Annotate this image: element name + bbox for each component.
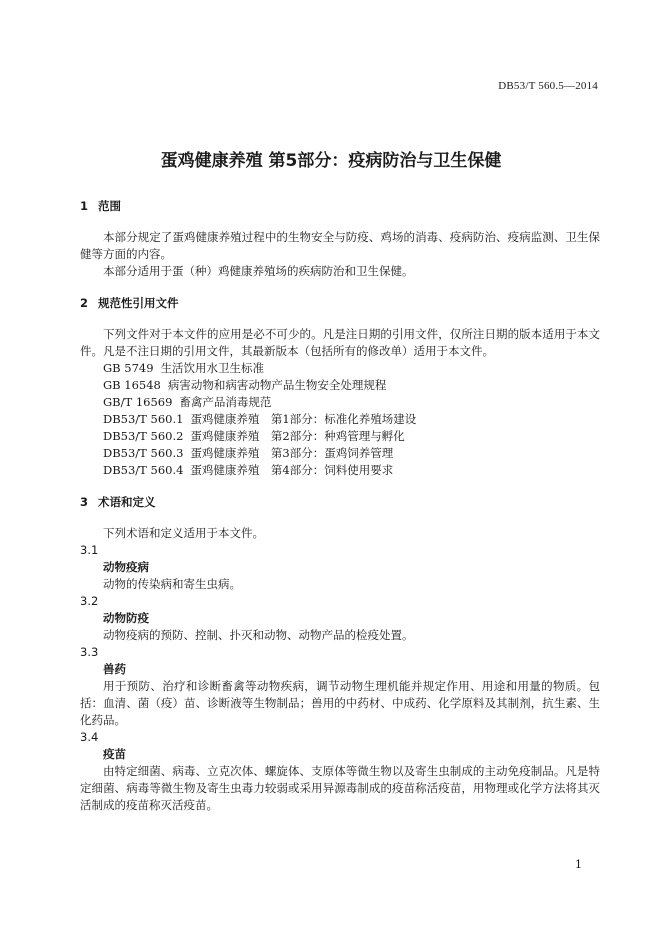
section-heading-scope xyxy=(80,198,600,215)
section-number: 1 xyxy=(80,199,89,213)
reference-code: GB 5749 xyxy=(103,361,154,375)
reference-item xyxy=(80,428,600,445)
reference-code: DB53/T 560.1 xyxy=(103,412,184,426)
reference-item xyxy=(80,360,600,377)
term-definition: 动物的传染病和寄生虫病。 xyxy=(103,577,241,591)
term-definition: 动物疫病的预防、控制、扑灭和动物、动物产品的检疫处置。 xyxy=(103,628,414,642)
section-title: 范围 xyxy=(98,199,121,213)
reference-code: DB53/T 560.4 xyxy=(103,463,184,477)
term-name: 动物防疫 xyxy=(103,611,149,625)
reference-title: 蛋鸡健康养殖 第3部分：蛋鸡饲养管理 xyxy=(190,446,394,460)
term-name: 疫苗 xyxy=(103,747,126,761)
term-number: 3.4 xyxy=(80,730,99,744)
document-code: DB53/T 560.5—2014 xyxy=(498,80,598,92)
section-title: 规范性引用文件 xyxy=(98,296,179,310)
reference-item xyxy=(80,411,600,428)
reference-item xyxy=(80,377,600,394)
term-number: 3.2 xyxy=(80,594,99,608)
paragraph: 本部分规定了蛋鸡健康养殖过程中的生物安全与防疫、鸡场的消毒、疫病防治、疫病监测、卫生保健等方面的内容。 xyxy=(80,230,600,261)
term-name: 动物疫病 xyxy=(103,560,149,574)
section-title: 术语和定义 xyxy=(98,495,156,509)
reference-title: 蛋鸡健康养殖 第2部分：种鸡管理与孵化 xyxy=(190,429,405,443)
paragraph: 下列文件对于本文件的应用是必不可少的。凡是注日期的引用文件，仅所注日期的版本适用于本文件。凡是不注日期的引用文件，其最新版本（包括所有的修改单）适用于本文件。 xyxy=(80,327,600,358)
reference-code: GB 16548 xyxy=(103,378,161,392)
page-number: 1 xyxy=(575,858,582,871)
reference-title: 蛋鸡健康养殖 第4部分：饲料使用要求 xyxy=(190,463,394,477)
section-number: 2 xyxy=(80,296,89,310)
section-heading-terms xyxy=(80,494,600,511)
section-heading-normative xyxy=(80,295,600,312)
term-number: 3.1 xyxy=(80,543,99,557)
reference-item xyxy=(80,445,600,462)
term-definition: 用于预防、治疗和诊断畜禽等动物疾病，调节动物生理机能并规定作用、用途和用量的物质。包括：血清、菌（疫）苗、诊断液等生物制品；兽用的中药材、中成药、化学原料及其制剂，抗生素、生化药品。 xyxy=(80,679,600,727)
section-number: 3 xyxy=(80,495,89,509)
reference-title: 生活饮用水卫生标准 xyxy=(160,361,265,375)
term-number: 3.3 xyxy=(80,645,99,659)
paragraph: 下列术语和定义适用于本文件。 xyxy=(103,526,264,540)
reference-item xyxy=(80,462,600,479)
paragraph: 本部分适用于蛋（种）鸡健康养殖场的疾病防治和卫生保健。 xyxy=(103,264,414,278)
reference-code: GB/T 16569 xyxy=(103,395,173,409)
reference-item xyxy=(80,394,600,411)
reference-title: 畜禽产品消毒规范 xyxy=(179,395,272,409)
document-title: 蛋鸡健康养殖 第5部分：疫病防治与卫生保健 xyxy=(160,151,502,171)
reference-code: DB53/T 560.3 xyxy=(103,446,184,460)
reference-title: 蛋鸡健康养殖 第1部分：标准化养殖场建设 xyxy=(190,412,417,426)
term-definition: 由特定细菌、病毒、立克次体、螺旋体、支原体等微生物以及寄生虫制成的主动免疫制品。凡是特定细菌、病毒等微生物及寄生虫毒力较弱或采用异源毒制成的疫苗称活疫苗，用物理或化学方法将其灭活制成的疫苗称灭活疫苗。 xyxy=(80,764,600,812)
reference-title: 病害动物和病害动物产品生物安全处理规程 xyxy=(167,378,387,392)
reference-code: DB53/T 560.2 xyxy=(103,429,184,443)
term-name: 兽药 xyxy=(103,662,126,676)
document-body xyxy=(80,198,600,814)
